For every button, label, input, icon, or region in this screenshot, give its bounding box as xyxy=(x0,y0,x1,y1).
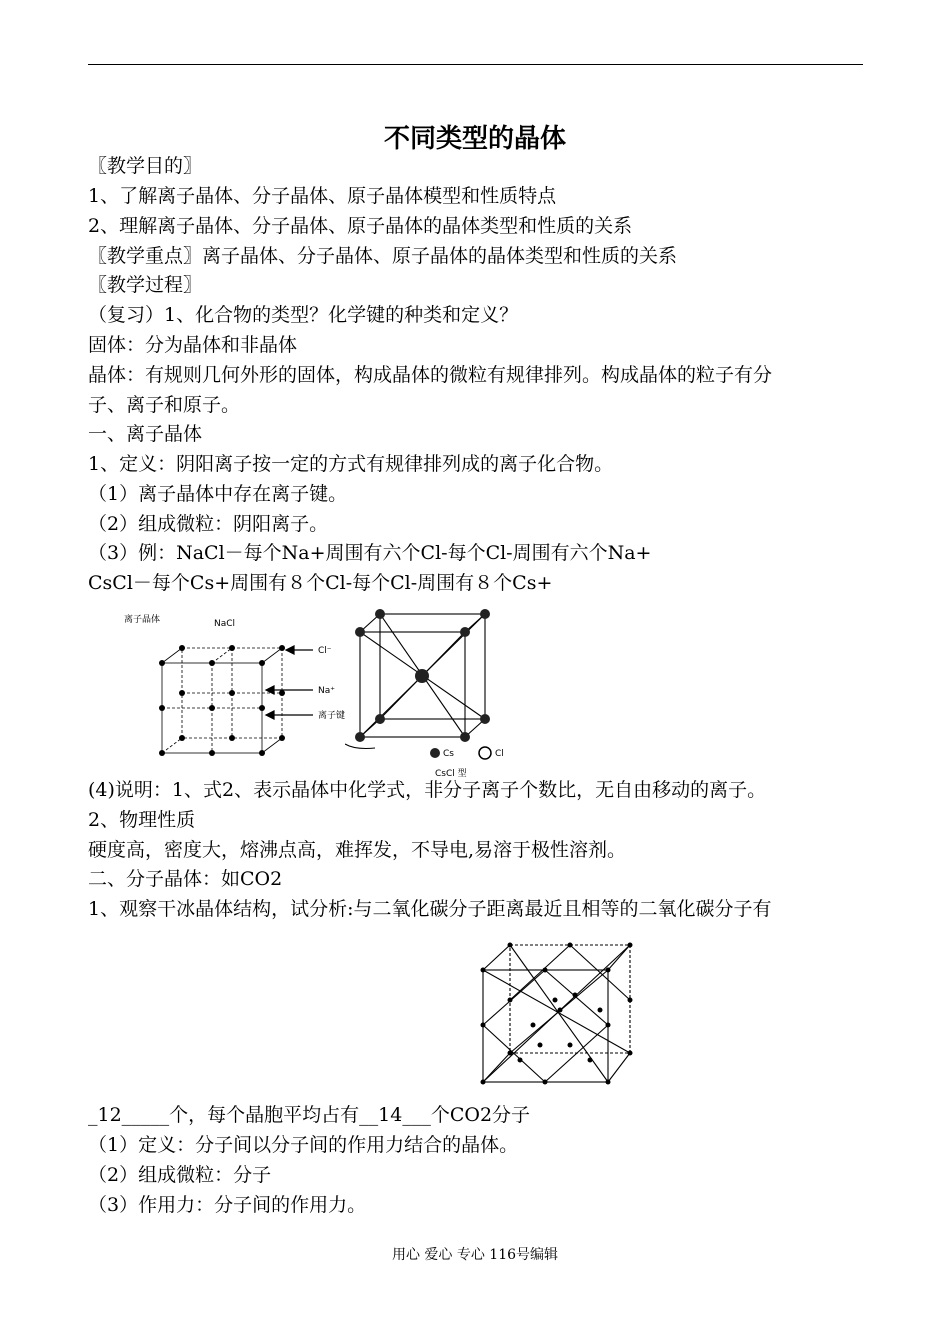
text-line: （2）组成微粒：分子 xyxy=(88,1164,272,1186)
nacl-label-left: 离子晶体 xyxy=(124,615,161,625)
text-line: (4)说明：1、式2、表示晶体中化学式，非分子离子个数比，无自由移动的离子。 xyxy=(88,779,767,801)
nacl-arrow-na: Na⁺ xyxy=(318,686,335,696)
cs-legend-label: Cs xyxy=(443,749,454,759)
cscl-crystal-figure xyxy=(345,604,515,780)
text-line: （复习）1、化合物的类型？化学键的种类和定义？ xyxy=(88,304,519,326)
dry-ice-crystal-figure xyxy=(465,935,640,1090)
text-line: （3）作用力：分子间的作用力。 xyxy=(88,1194,367,1216)
nacl-arrow-bond: 离子键 xyxy=(318,711,346,721)
text-line: _12_____个，每个晶胞平均占有__14___个CO2分子 xyxy=(88,1104,531,1126)
text-line: 1、了解离子晶体、分子晶体、原子晶体模型和性质特点 xyxy=(88,185,557,207)
text-line: （1）定义：分子间以分子间的作用力结合的晶体。 xyxy=(88,1134,519,1156)
nacl-label-right: NaCl xyxy=(214,619,236,629)
text-line: （1）离子晶体中存在离子键。 xyxy=(88,483,348,505)
text-line: 固体：分为晶体和非晶体 xyxy=(88,334,298,356)
cs-legend-dot xyxy=(430,748,440,758)
page-title: 不同类型的晶体 xyxy=(383,124,566,154)
header-rule xyxy=(88,64,863,65)
text-line: 1、观察干冰晶体结构，试分析:与二氧化碳分子距离最近且相等的二氧化碳分子有 xyxy=(88,898,772,920)
text-line: （2）组成微粒：阴阳离子。 xyxy=(88,513,329,535)
text-line: 晶体：有规则几何外形的固体，构成晶体的微粒有规律排列。构成晶体的粒子有分 xyxy=(88,364,773,386)
text-line: 2、物理性质 xyxy=(88,809,196,831)
section-heading: 二、分子晶体：如CO2 xyxy=(88,868,283,890)
nacl-arrow-cl: Cl⁻ xyxy=(318,646,332,656)
cscl-caption: CsCl 型 xyxy=(435,769,467,779)
text-line: 〖教学过程〗 xyxy=(88,274,203,296)
page-footer: 用心 爱心 专心 116号编辑 xyxy=(391,1247,559,1263)
cl-legend-label: Cl xyxy=(495,749,504,759)
section-heading: 一、离子晶体 xyxy=(88,423,203,445)
text-line: CsCl－每个Cs+周围有８个Cl-每个Cl-周围有８个Cs+ xyxy=(88,572,553,594)
text-line: 子、离子和原子。 xyxy=(88,394,241,416)
cl-legend-dot xyxy=(479,747,491,759)
text-line: 2、理解离子晶体、分子晶体、原子晶体的晶体类型和性质的关系 xyxy=(88,215,633,237)
text-line: 〖教学目的〗 xyxy=(88,155,203,177)
nacl-crystal-figure xyxy=(118,608,348,760)
text-line: 〖教学重点〗离子晶体、分子晶体、原子晶体的晶体类型和性质的关系 xyxy=(88,245,678,267)
text-line: 1、定义：阴阳离子按一定的方式有规律排列成的离子化合物。 xyxy=(88,453,614,475)
text-line: （3）例：NaCl－每个Na+周围有六个Cl-每个Cl-周围有六个Na+ xyxy=(88,542,652,564)
text-line: 硬度高，密度大，熔沸点高，难挥发，不导电,易溶于极性溶剂。 xyxy=(88,839,627,861)
